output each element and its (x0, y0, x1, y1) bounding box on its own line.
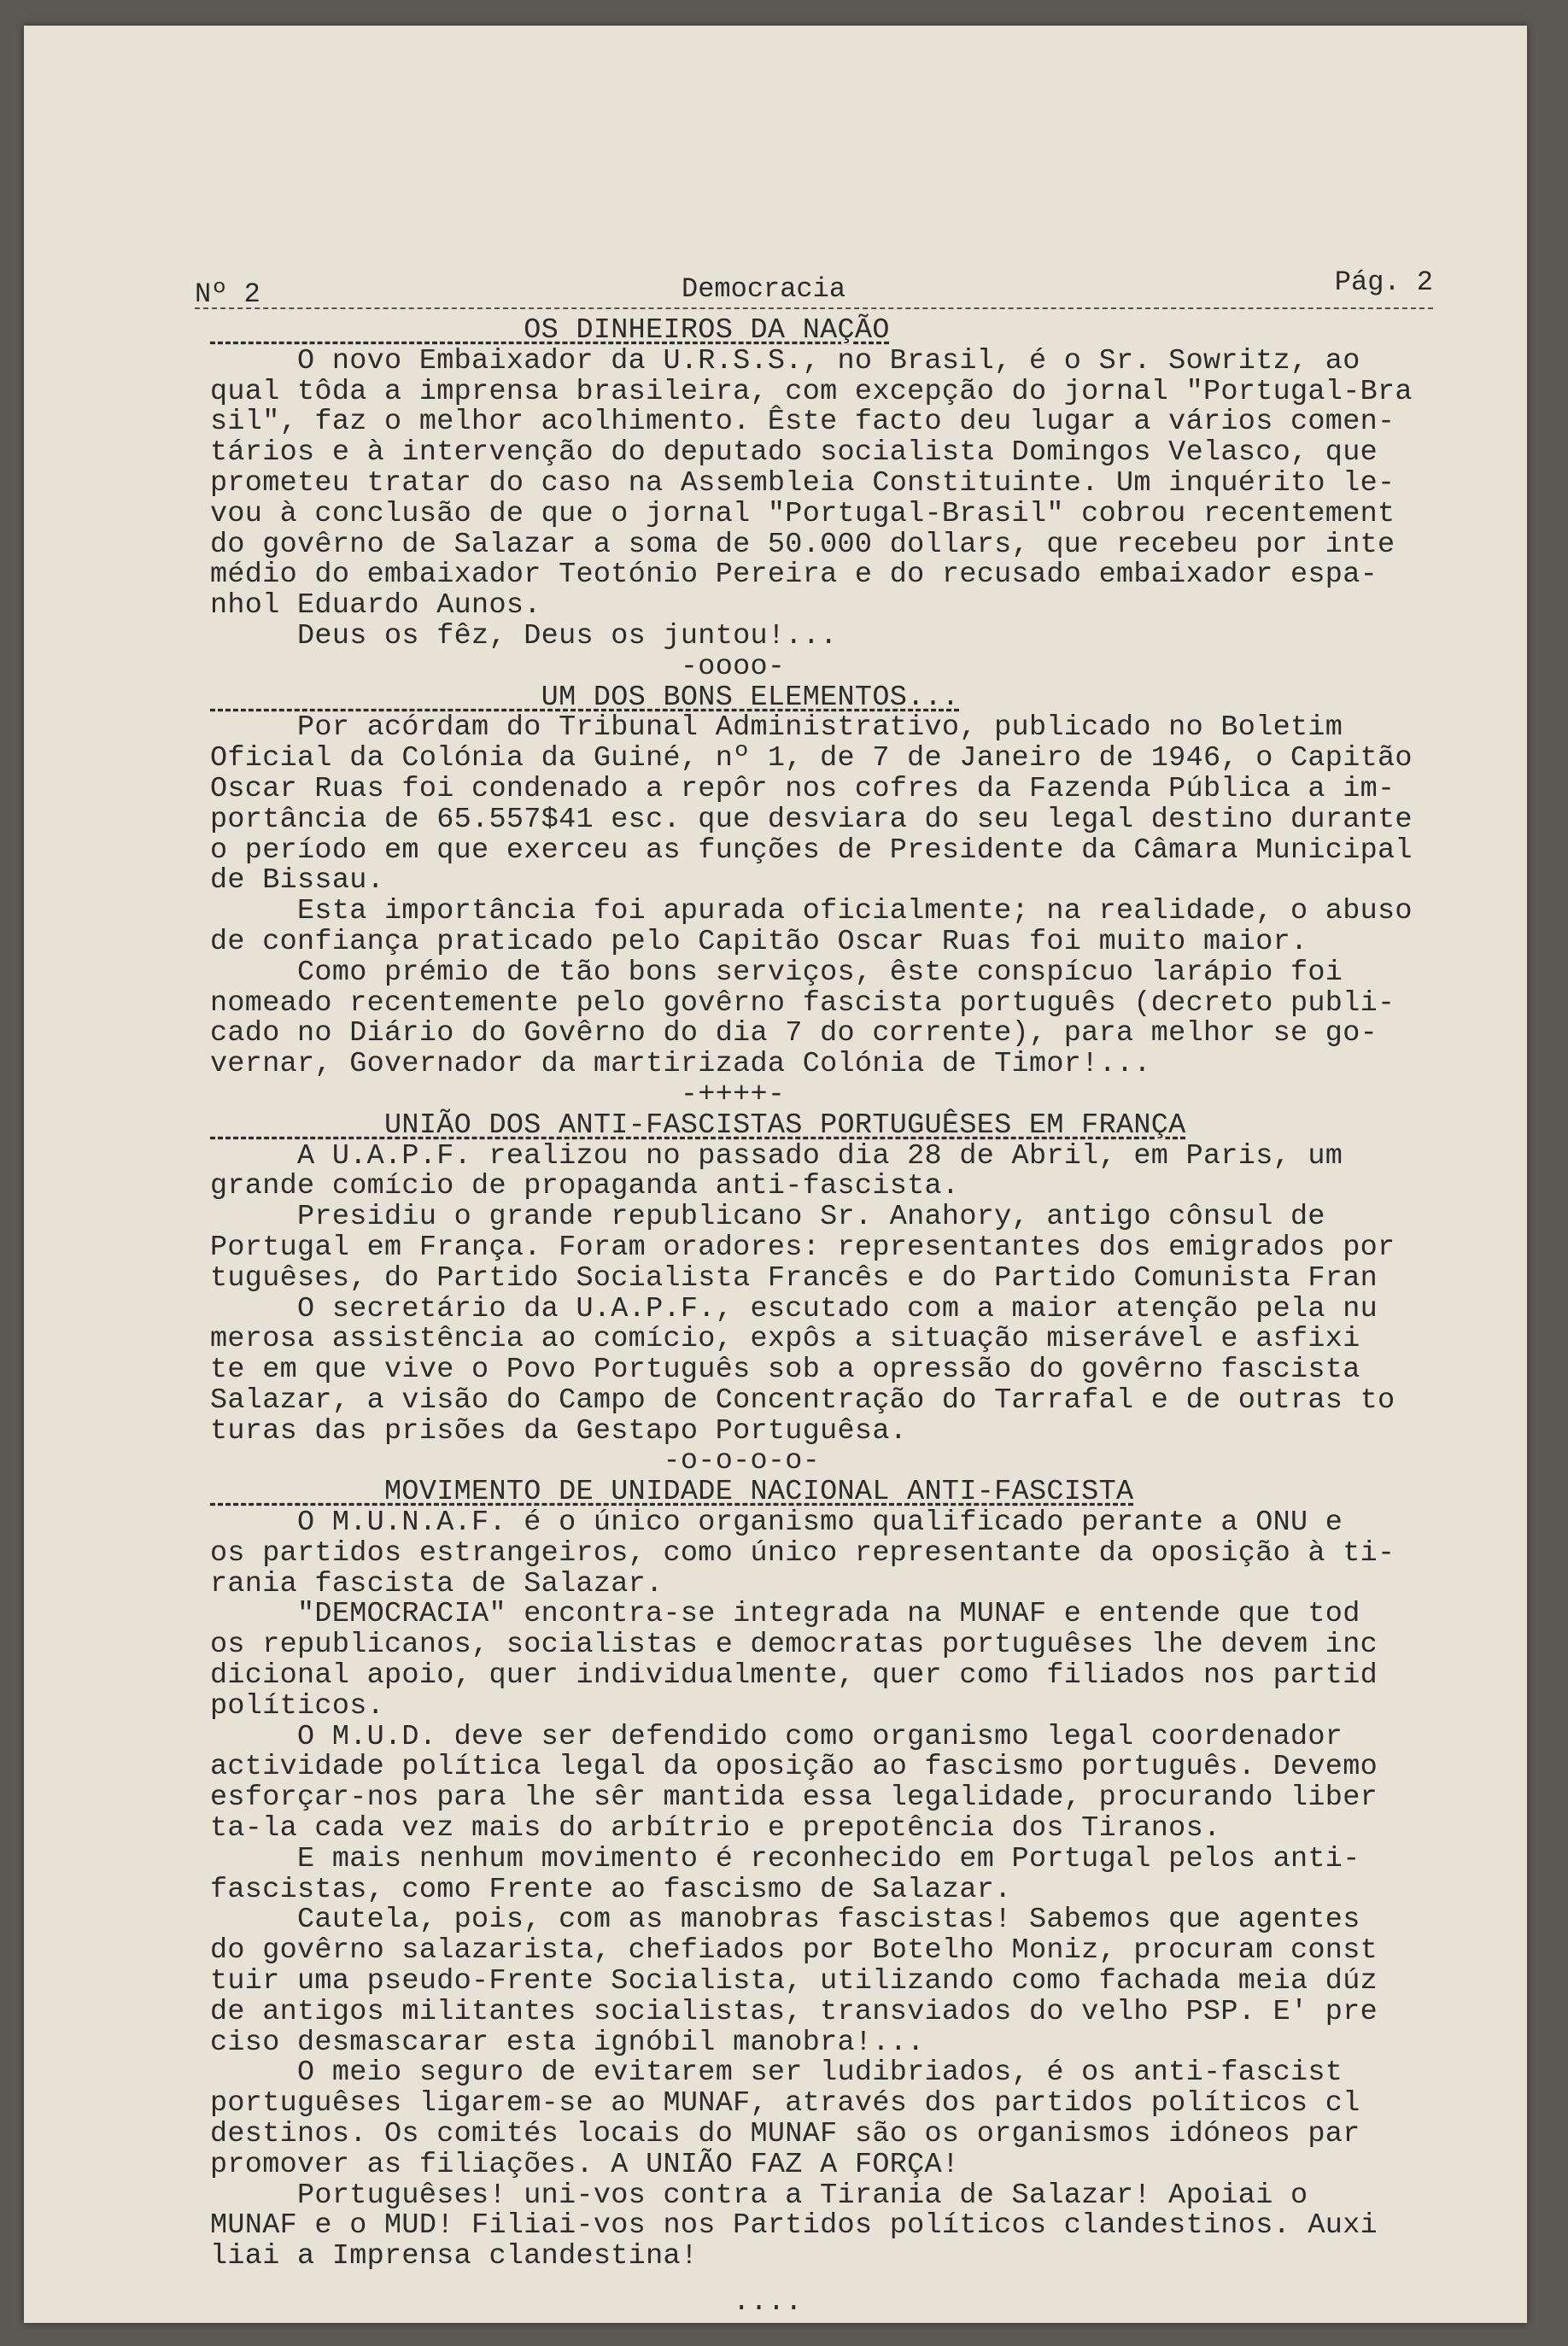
text-line: Portugal em França. Foram oradores: representantes dos emigrados por (210, 1231, 1395, 1264)
issue-number: Nº 2 (195, 278, 260, 310)
text-line: ciso desmascarar esta ignóbil manobra!... (210, 2026, 925, 2059)
text-line: te em que vive o Povo Português sob a opressão do govêrno fascista (210, 1354, 1360, 1387)
text-line: destinos. Os comités locais do MUNAF são os organismos idóneos par (210, 2118, 1360, 2151)
text-line: liai a Imprensa clandestina! (210, 2240, 699, 2273)
text-line: O secretário da U.A.P.F., escutado com a maior atenção pela nu (210, 1292, 1378, 1325)
text-line: Presidiu o grande republicano Sr. Anahory, antigo cônsul de (210, 1201, 1325, 1234)
text-line: sil", faz o melhor acolhimento. Êste facto deu lugar a vários comen- (210, 406, 1395, 439)
text-line: Cautela, pois, com as manobras fascistas! Sabemos que agentes (210, 1904, 1360, 1937)
section-heading: MOVIMENTO DE UNIDADE NACIONAL ANTI-FASCISTA (210, 1476, 1134, 1509)
text-line: médio do embaixador Teotónio Pereira e do recusado embaixador espa- (210, 559, 1378, 592)
text-line: cado no Diário do Govêrno do dia 7 do corrente), para melhor se go- (210, 1017, 1378, 1050)
text-line: Esta importância foi apurada oficialmente; na realidade, o abuso (210, 895, 1413, 928)
text-line: Salazar, a visão do Campo de Concentração do Tarrafal e de outras to (210, 1384, 1395, 1417)
text-line: E mais nenhum movimento é reconhecido em Portugal pelos anti- (210, 1842, 1360, 1875)
publication-title: Democracia (682, 273, 846, 305)
text-line: prometeu tratar do caso na Assembleia Constituinte. Um inquérito le- (210, 466, 1395, 500)
section-heading: UNIÃO DOS ANTI-FASCISTAS PORTUGUÊSES EM FRANÇA (210, 1109, 1186, 1142)
text-line: ta-la cada vez mais do arbítrio e prepotência dos Tiranos. (210, 1812, 1221, 1846)
text-line: esforçar-nos para lhe sêr mantida essa legalidade, procurando liber (210, 1781, 1378, 1815)
text-line: O novo Embaixador da U.R.S.S., no Brasil, é o Sr. Sowritz, ao (210, 344, 1360, 377)
text-line: Oficial da Colónia da Guiné, nº 1, de 7 de Janeiro de 1946, o Capitão (210, 742, 1413, 775)
article-body (210, 316, 1440, 2319)
text-line: nhol Eduardo Aunos. (210, 589, 541, 623)
text-line: actividade política legal da oposição ao fascismo português. Devemo (210, 1751, 1378, 1784)
text-line: fascistas, como Frente ao fascismo de Salazar. (210, 1873, 1012, 1906)
text-line: O M.U.N.A.F. é o único organismo qualificado perante a ONU e (210, 1506, 1343, 1540)
section-separator: -oooo- (210, 650, 786, 683)
text-line: os partidos estrangeiros, como único representante da oposição à ti- (210, 1536, 1395, 1570)
text-line: A U.A.P.F. realizou no passado dia 28 de Abril, em Paris, um (210, 1139, 1343, 1173)
text-line: do govêrno salazarista, chefiados por Botelho Moniz, procuram const (210, 1934, 1378, 1968)
text-line: tuir uma pseudo-Frente Socialista, utilizando como fachada meia dúz (210, 1965, 1378, 1998)
text-line: O M.U.D. deve ser defendido como organismo legal coordenador (210, 1720, 1343, 1753)
text-line: de antigos militantes socialistas, transviados do velho PSP. E' pre (210, 1995, 1378, 2028)
text-line: dicional apoio, quer individualmente, quer como filiados nos partid (210, 1659, 1378, 1693)
text-line: de confiança praticado pelo Capitão Oscar Ruas foi muito maior. (210, 925, 1308, 958)
text-line: Como prémio de tão bons serviços, êste conspícuo larápio foi (210, 956, 1343, 989)
section-heading: OS DINHEIROS DA NAÇÃO (210, 314, 890, 347)
text-line: portância de 65.557$41 esc. que desviara do seu legal destino durante (210, 803, 1413, 836)
text-line: promover as filiações. A UNIÃO FAZ A FORÇA! (210, 2148, 960, 2181)
section-heading: UM DOS BONS ELEMENTOS... (210, 681, 960, 714)
text-line: nomeado recentemente pelo govêrno fascista português (decreto publi- (210, 986, 1395, 1020)
text-line: rania fascista de Salazar. (210, 1567, 664, 1600)
text-line: "DEMOCRACIA" encontra-se integrada na MUNAF e entende que tod (210, 1598, 1360, 1631)
text-line: portuguêses ligarem-se ao MUNAF, através dos partidos políticos cl (210, 2087, 1360, 2121)
text-line: grande comício de propaganda anti-fascista. (210, 1170, 960, 1203)
document-page (24, 26, 1527, 2323)
text-line: .... (210, 2286, 803, 2319)
text-line: O meio seguro de evitarem ser ludibriados, é os anti-fascist (210, 2056, 1343, 2090)
text-line: MUNAF e o MUD! Filiai-vos nos Partidos políticos clandestinos. Auxi (210, 2209, 1378, 2243)
text-line: do govêrno de Salazar a soma de 50.000 dollars, que recebeu por inte (210, 528, 1395, 561)
text-line: merosa assistência ao comício, expôs a situação miserável e asfixi (210, 1323, 1360, 1356)
text-line: o período em que exerceu as funções de Presidente da Câmara Municipal (210, 834, 1413, 867)
text-line: Portuguêses! uni-vos contra a Tirania de Salazar! Apoiai o (210, 2179, 1308, 2212)
text-line: políticos. (210, 1689, 385, 1723)
text-line: de Bissau. (210, 864, 385, 898)
text-line: tuguêses, do Partido Socialista Francês e do Partido Comunista Fran (210, 1261, 1378, 1295)
text-line: Por acórdam do Tribunal Administrativo, publicado no Boletim (210, 711, 1343, 745)
header-rule (195, 307, 1433, 309)
section-separator: -++++- (210, 1078, 786, 1111)
text-line: turas das prisões da Gestapo Portuguêsa. (210, 1414, 908, 1448)
section-separator: -o-o-o-o- (210, 1445, 821, 1478)
text-line: Oscar Ruas foi condenado a repôr nos cofres da Fazenda Pública a im- (210, 772, 1395, 805)
text-line: qual tôda a imprensa brasileira, com excepção do jornal "Portugal-Bra (210, 375, 1413, 408)
text-line: Deus os fêz, Deus os juntou!... (210, 619, 838, 652)
text-line: vou à conclusão de que o jornal "Portugal-Brasil" cobrou recentement (210, 497, 1395, 530)
text-line: tários e à intervenção do deputado socialista Domingos Velasco, que (210, 436, 1378, 470)
page-number: Pág. 2 (1334, 266, 1433, 298)
page-header (195, 266, 1433, 316)
text-line: vernar, Governador da martirizada Colónia de Timor!... (210, 1048, 1151, 1081)
text-line: os republicanos, socialistas e democratas portuguêses lhe devem inc (210, 1629, 1378, 1662)
